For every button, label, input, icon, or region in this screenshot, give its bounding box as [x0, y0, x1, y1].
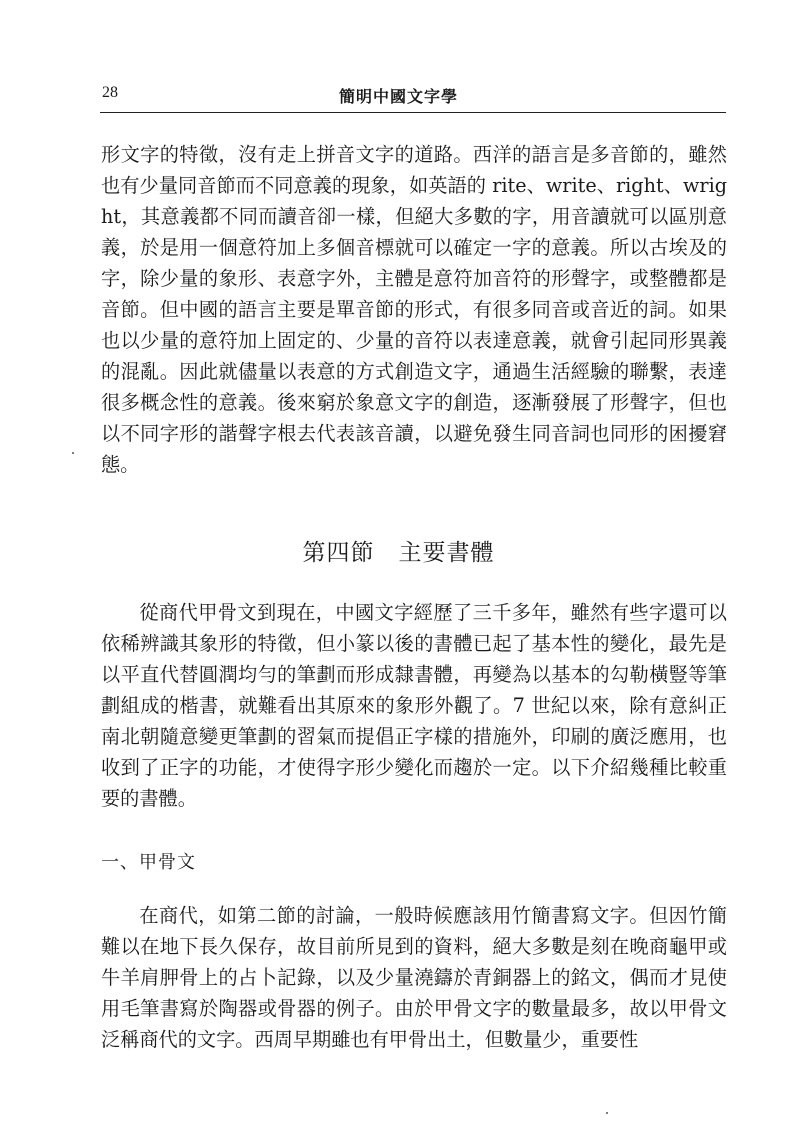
body-paragraph-1: 形文字的特徵，沒有走上拼音文字的道路。西洋的語言是多音節的，雖然也有少量同音節而不同意義的現象，如英語的 rite、write、right、wright，其意義都不同而讀音卻一樣，但絕大多數的字，用音讀就可以區別意義，於是用一個意符加上多個音標就可以確定一字的意義。所以古埃及的字，除少量的象形、表意字外，主體是意符加音符的形聲字，或整體都是音節。但中國的語言主要是單音節的形式，有很多同音或音近的詞。如果也以少量的意符加上固定的、少量的音符以表達意義，就會引起同形異義的混亂。因此就儘量以表意的方式創造文字，通過生活經驗的聯繫，表達很多概念性的意義。後來窮於象意文字的創造，逐漸發展了形聲字，但也以不同字形的諧聲字根去代表該音讀，以避免發生同音詞也同形的困擾窘態。 — [101, 143, 727, 476]
scan-speck — [72, 452, 74, 454]
running-head-title: 簡明中國文字學 — [338, 87, 458, 106]
scan-speck — [606, 1112, 608, 1114]
section-title: 第四節 主要書體 — [302, 540, 495, 566]
header-rule — [100, 112, 726, 113]
subsection-title: 一、甲骨文 — [101, 852, 196, 873]
body-paragraph-3: 在商代，如第二節的討論，一般時候應該用竹簡書寫文字。但因竹簡難以在地下長久保存，故目前所見到的資料，絕大多數是刻在晚商龜甲或牛羊肩胛骨上的占卜記錄，以及少量澆鑄於青銅器上的銘文，偶而才見使用毛筆書寫於陶器或骨器的例子。由於甲骨文字的數量最多，故以甲骨文泛稱商代的文字。西周早期雖也有甲骨出土，但數量少，重要性 — [101, 904, 727, 1051]
page-number: 28 — [102, 84, 118, 101]
body-paragraph-2: 從商代甲骨文到現在，中國文字經歷了三千多年，雖然有些字還可以依稀辨識其象形的特徵，但小篆以後的書體已起了基本性的變化，最先是以平直代替圓潤均勻的筆劃而形成隸書體，再變為以基本的勾勒橫豎等筆劃組成的楷書，就難看出其原來的象形外觀了。7 世紀以來，除有意糾正南北朝隨意變更筆劃的習氣而提倡正字樣的措施外，印刷的廣泛應用，也收到了正字的功能，才使得字形少變化而趨於一定。以下介紹幾種比較重要的書體。 — [101, 601, 727, 810]
